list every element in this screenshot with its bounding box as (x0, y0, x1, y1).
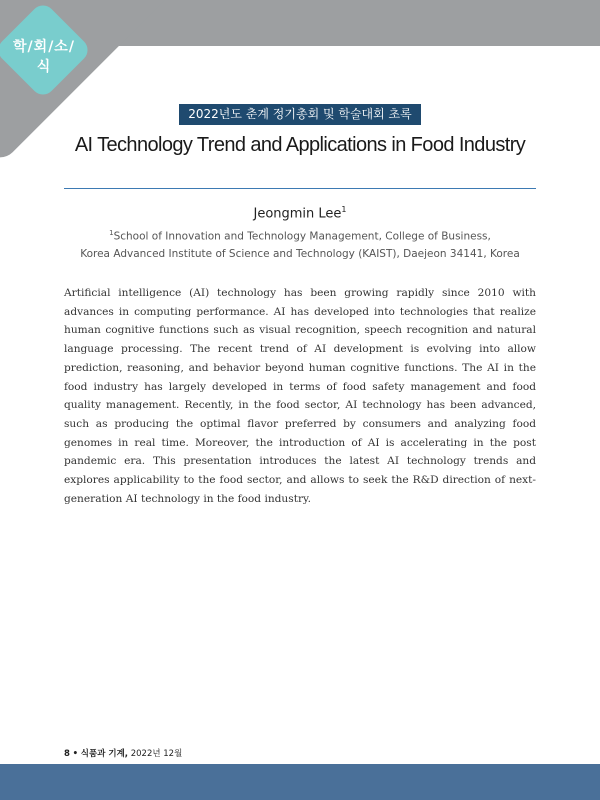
page-number: 8 (64, 749, 70, 759)
author-line (0, 205, 600, 221)
section-badge-label: 학/회/소/식 (13, 39, 75, 75)
affiliation-mark: 1 (109, 229, 114, 237)
author-affiliation-mark: 1 (341, 205, 347, 214)
affiliation (0, 225, 600, 263)
footer-bullet: • (72, 749, 79, 759)
page-footer (64, 747, 182, 759)
bottom-footer-band (0, 764, 600, 800)
author-name: Jeongmin Lee (253, 206, 342, 222)
affiliation-line-2: Korea Advanced Institute of Science and Technology (KAIST), Daejeon 34141, Korea (80, 247, 520, 260)
title-divider (64, 188, 536, 189)
abstract-text: Artificial intelligence (AI) technology has been growing rapidly since 2010 with advances in computing performance. AI has developed into technologies that realize human cognitive functions such as visual recognition, speech recognition and natural language processing. The recent trend of AI development is evolving into allow prediction, reasoning, and behavior beyond human cognitive functions. The AI in the food industry has largely developed in terms of food safety management and food quality management. Recently, in the food sector, AI technology has been advanced, such as producing the optimal flavor preferred by consumers and analyzing food genomes in real time. Moreover, the introduction of AI is accelerating in the post pandemic era. This presentation introduces the latest AI technology trends and explores applicability to the food sector, and allows to seek the R&D direction of next-generation AI technology in the food industry. (64, 287, 536, 505)
session-banner: 2022년도 춘계 정기총회 및 학술대회 초록 (179, 104, 421, 125)
paper-title: AI Technology Trend and Applications in Food Industry (74, 134, 526, 156)
issue-date: 2022년 12월 (130, 749, 183, 759)
journal-name: 식품과 기계, (80, 749, 129, 759)
affiliation-line-1: $^1$School of Innovation and Technology Management, College of Business, (109, 229, 491, 243)
